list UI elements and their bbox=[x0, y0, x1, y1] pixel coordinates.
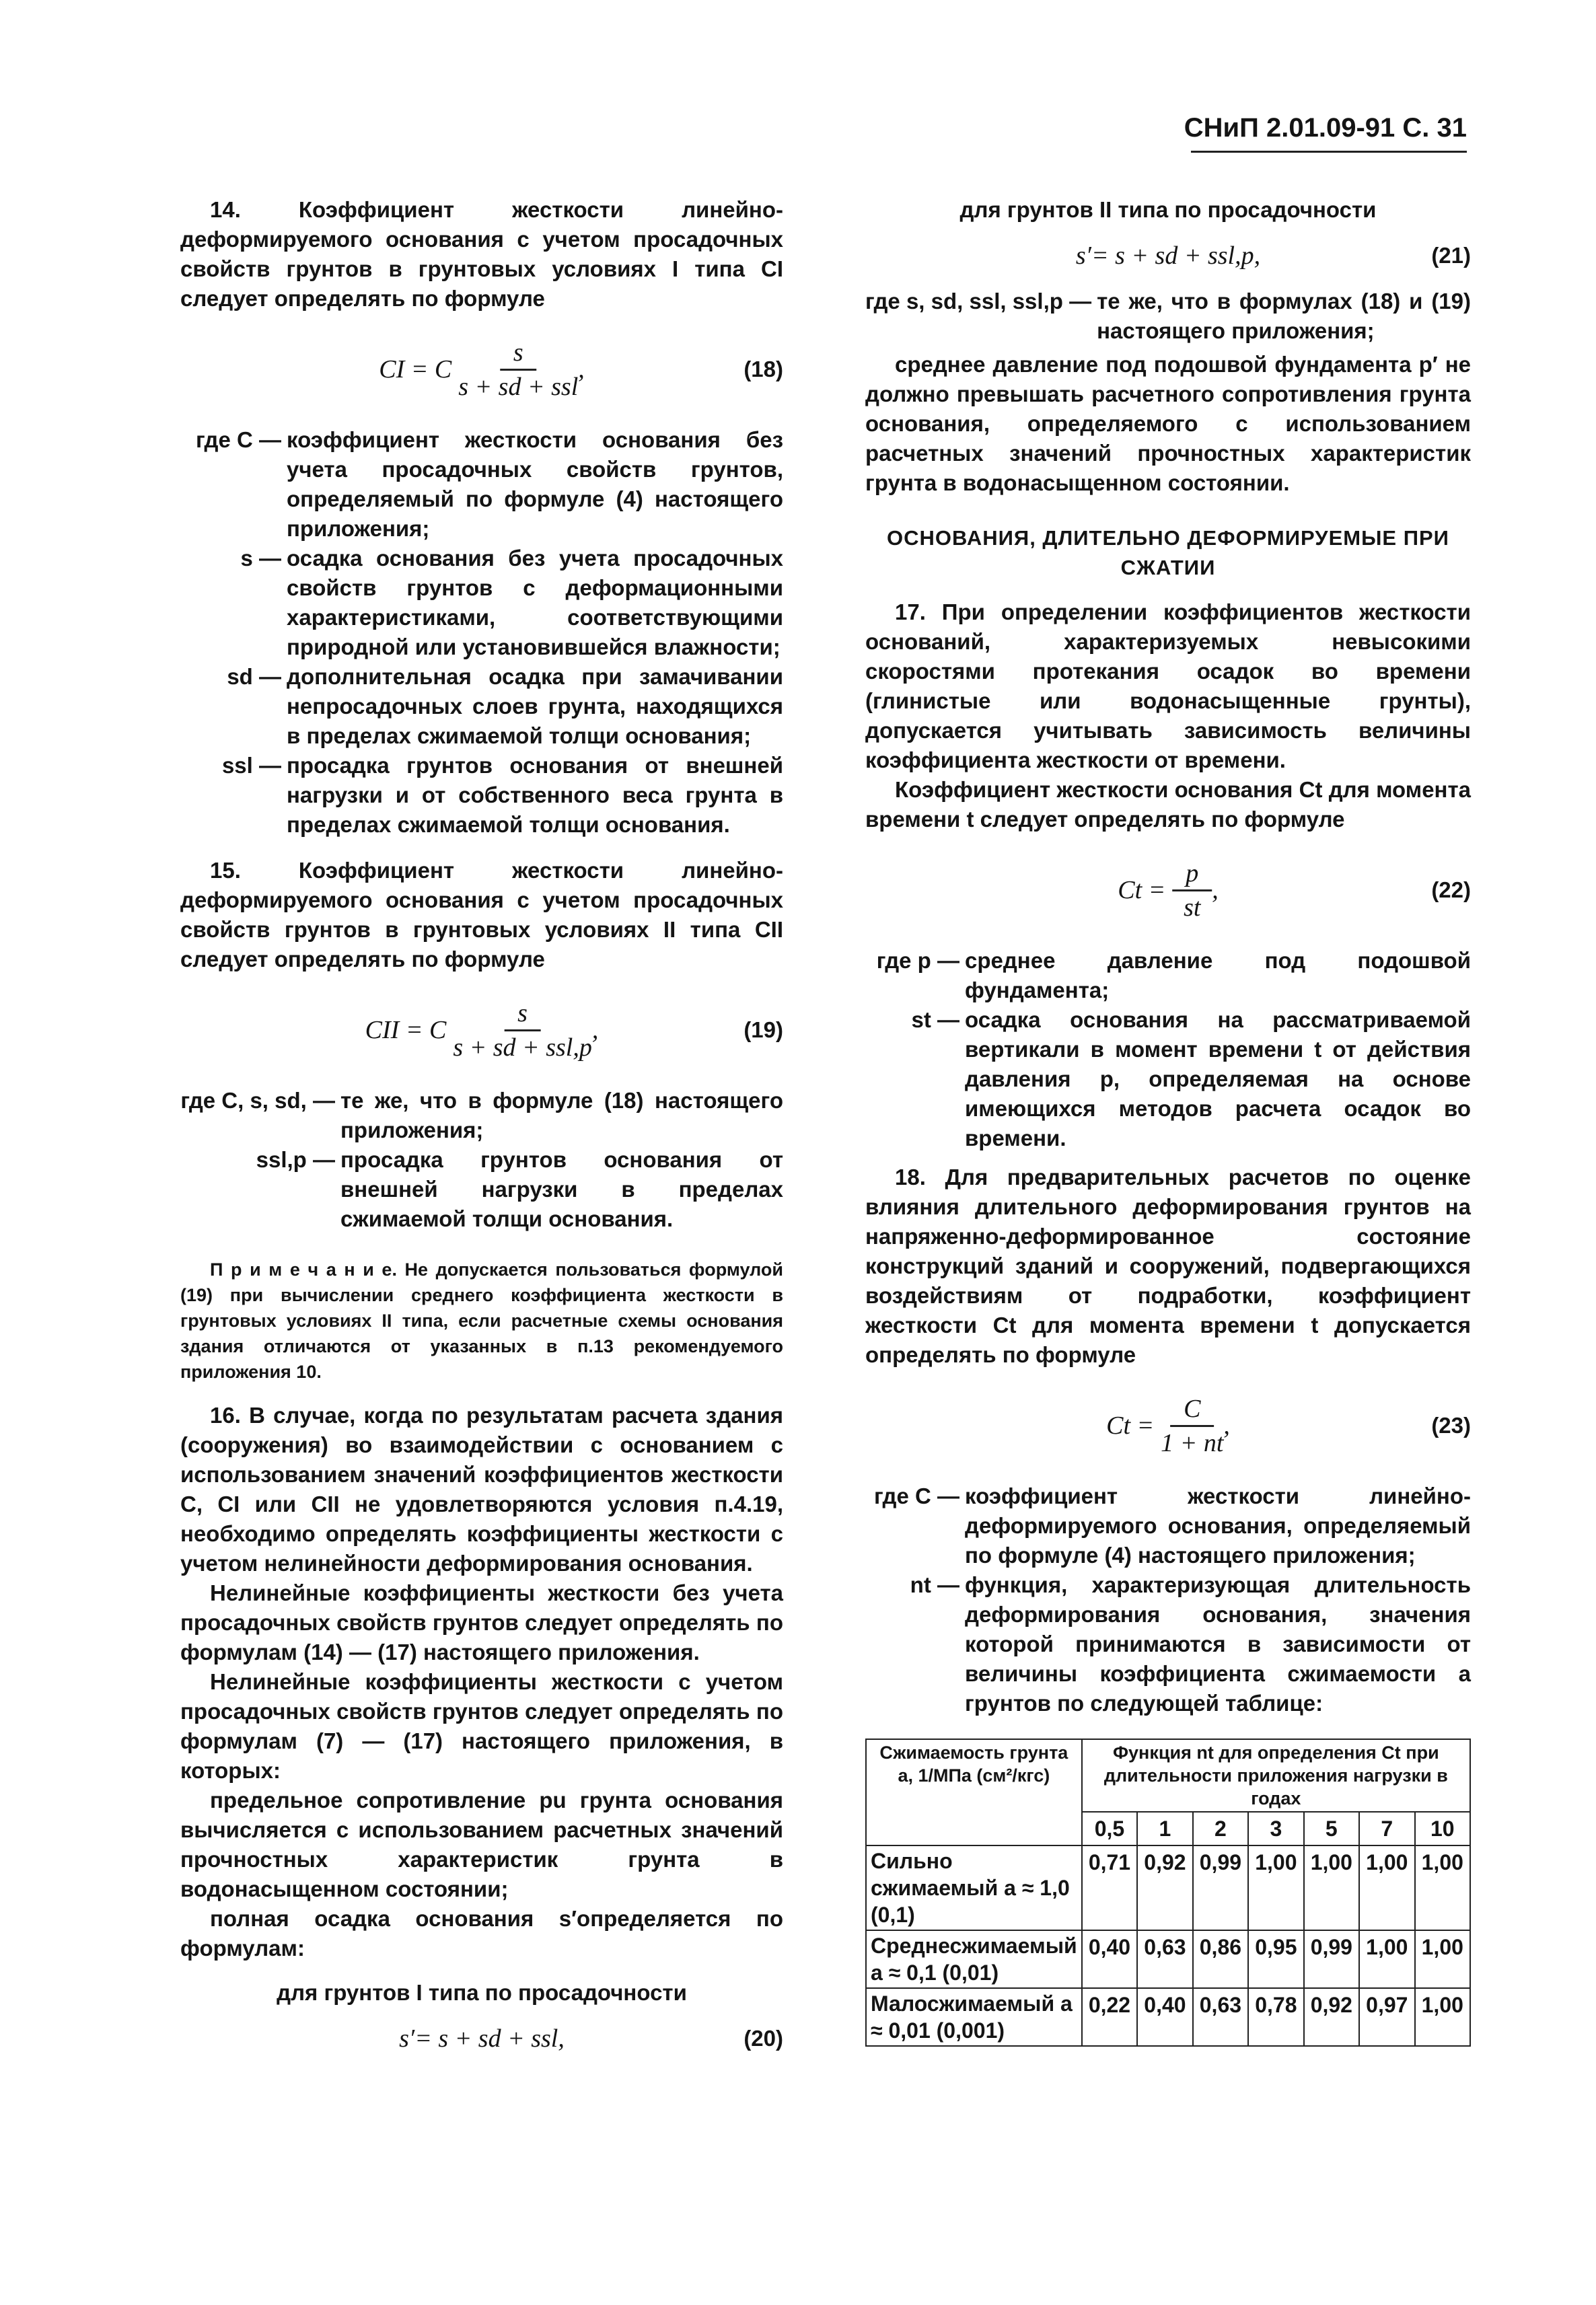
formula-18-tail: , bbox=[578, 355, 585, 383]
formula-22-tail: , bbox=[1212, 876, 1219, 904]
table-cell: 1,00 bbox=[1415, 1988, 1470, 2046]
table-cell: 1,00 bbox=[1248, 1845, 1303, 1930]
definition-item bbox=[865, 1481, 1471, 1570]
paragraph-14: 14. Коэффициент жесткости линейно-деформируемого основания с учетом просадочных свойств грунтов в грунтовых условиях I типа CI следует определять по формуле bbox=[180, 197, 783, 311]
formula-22-denominator: st bbox=[1184, 893, 1201, 922]
formula-19-denominator: s + sd + ssl,p bbox=[453, 1033, 592, 1062]
row-label: Малосжимаемый a ≈ 0,01 (0,001) bbox=[866, 1988, 1082, 2046]
definition-text: дополнительная осадка при замачивании непросадочных слоев грунта, находящихся в пределах сжимаемой толщи основания; bbox=[287, 664, 783, 748]
header-year: 10 bbox=[1415, 1812, 1470, 1845]
definition-symbol: где p — bbox=[876, 948, 959, 973]
formula-22-numerator: p bbox=[1172, 857, 1212, 891]
header-year: 1 bbox=[1137, 1812, 1192, 1845]
table-cell: 0,95 bbox=[1248, 1930, 1303, 1988]
table-cell: 1,00 bbox=[1359, 1930, 1414, 1988]
definition-item bbox=[180, 751, 783, 840]
definition-text: осадка основания на рассматриваемой вертикали в момент времени t от действия давления p, определяемая на основе имеющихся методов расчета осадок во времени. bbox=[965, 1007, 1471, 1150]
formula-18-number: (18) bbox=[743, 357, 783, 381]
formula-22-number: (22) bbox=[1431, 877, 1471, 902]
formula-23 bbox=[865, 1382, 1471, 1469]
definition-text: просадка грунтов основания от внешней нагрузки в пределах сжимаемой толщи основания. bbox=[340, 1147, 783, 1231]
table-cell: 1,00 bbox=[1415, 1930, 1470, 1988]
definition-text: просадка грунтов основания от внешней нагрузки и от собственного веса грунта в пределах сжимаемой толщи основания. bbox=[287, 753, 783, 837]
formula-21 bbox=[865, 237, 1471, 275]
formula-23-fraction bbox=[1161, 1393, 1223, 1459]
table-cell: 0,63 bbox=[1193, 1988, 1248, 2046]
table-cell: 0,22 bbox=[1082, 1988, 1137, 2046]
header-year: 7 bbox=[1359, 1812, 1414, 1845]
table-row bbox=[866, 1930, 1470, 1988]
formula-23-denominator: 1 + nt bbox=[1161, 1428, 1224, 1457]
table-cell: 0,71 bbox=[1082, 1845, 1137, 1930]
paragraph-16-e: полная осадка основания s′определяется по формулам: bbox=[180, 1906, 783, 1961]
page-header: СНиП 2.01.09-91 С. 31 bbox=[1184, 113, 1467, 143]
definition-symbol: где C — bbox=[196, 427, 281, 452]
paragraph-average-pressure: среднее давление под подошвой фундамента p′ не должно превышать расчетного сопротивления грунта основания, определяемого с использованием расчетных значений прочностных характеристик грунта в водонасыщенном состоянии. bbox=[865, 352, 1471, 495]
paragraph-16-b: Нелинейные коэффициенты жесткости без учета просадочных свойств грунтов следует определять по формулам (14) — (17) настоящего приложения. bbox=[180, 1580, 783, 1664]
left-column bbox=[180, 195, 783, 2070]
table-cell: 1,00 bbox=[1304, 1845, 1359, 1930]
right-column bbox=[865, 195, 1471, 2047]
definition-item bbox=[865, 946, 1471, 1005]
definitions-22 bbox=[865, 946, 1471, 1153]
definitions-18 bbox=[180, 425, 783, 840]
definition-item bbox=[180, 662, 783, 751]
table-header-row bbox=[866, 1739, 1470, 1812]
definition-item bbox=[180, 1145, 783, 1234]
formula-20-expression: s′= s + sd + ssl, bbox=[399, 2024, 565, 2053]
definition-item bbox=[865, 287, 1471, 346]
formula-19-lhs: CII = C bbox=[365, 1016, 447, 1044]
definition-symbol: где C, s, sd, — bbox=[180, 1088, 335, 1113]
table-cell: 0,40 bbox=[1082, 1930, 1137, 1988]
definition-item bbox=[180, 1086, 783, 1145]
formula-19 bbox=[180, 986, 783, 1074]
paragraph-15: 15. Коэффициент жесткости линейно-деформируемого основания с учетом просадочных свойств грунтов в грунтовых условиях II типа CII следует определять по формуле bbox=[180, 858, 783, 972]
definition-symbol: ssl — bbox=[221, 753, 281, 778]
definition-item bbox=[180, 544, 783, 662]
row-label: Среднесжимаемый a ≈ 0,1 (0,01) bbox=[866, 1930, 1082, 1988]
header-year: 0,5 bbox=[1082, 1812, 1137, 1845]
table-cell: 0,97 bbox=[1359, 1988, 1414, 2046]
paragraph-16-d: предельное сопротивление pu грунта основания вычисляется с использованием расчетных значений прочностных характеристик грунта в водонасыщенном состоянии; bbox=[180, 1788, 783, 1901]
formula-18-lhs: CI = C bbox=[379, 355, 452, 383]
formula-19-number: (19) bbox=[743, 1017, 783, 1042]
definition-text: коэффициент жесткости основания без учета просадочных свойств грунтов, определяемый по формуле (4) настоящего приложения; bbox=[287, 427, 783, 541]
paragraph-16-c: Нелинейные коэффициенты жесткости с учетом просадочных свойств грунтов следует определять по формулам (7) — (17) настоящего приложения, в которых: bbox=[180, 1669, 783, 1783]
header-compressibility: Сжимаемость грунта a, 1/МПа (см²/кгс) bbox=[866, 1739, 1082, 1845]
formula-18 bbox=[180, 326, 783, 413]
formula-23-tail: , bbox=[1223, 1412, 1230, 1440]
formula-22 bbox=[865, 846, 1471, 934]
formula-21-expression: s′= s + sd + ssl,p, bbox=[1075, 242, 1261, 270]
table-cell: 0,86 bbox=[1193, 1930, 1248, 1988]
paragraph-17: 17. При определении коэффициентов жесткости оснований, характеризуемых невысокими скоростями протекания осадок во времени (глинистые или водонасыщенные грунты), допускается учитывать зависимость величины коэффициента жесткости от времени. bbox=[865, 599, 1471, 772]
formula-22-lhs: Ct = bbox=[1118, 876, 1166, 904]
table-row bbox=[866, 1845, 1470, 1930]
paragraph-16: 16. В случае, когда по результатам расчета здания (сооружения) во взаимодействии с основанием с использованием значений коэффициентов жесткости C, CI или CII не удовлетворяются условия п.4.19, необходимо определять коэффициенты жесткости с учетом нелинейности деформирования основания. bbox=[180, 1403, 783, 1576]
formula-20-number: (20) bbox=[743, 2026, 783, 2051]
table-cell: 1,00 bbox=[1415, 1845, 1470, 1930]
formula-23-lhs: Ct = bbox=[1106, 1412, 1155, 1440]
soil-type-2-label: для грунтов II типа по просадочности bbox=[959, 197, 1377, 222]
formula-20 bbox=[180, 2020, 783, 2057]
formula-23-number: (23) bbox=[1431, 1413, 1471, 1438]
definition-symbol: s — bbox=[240, 546, 281, 571]
formula-22-fraction bbox=[1172, 857, 1212, 924]
definition-symbol: ssl,p — bbox=[256, 1147, 335, 1172]
definition-symbol: где C — bbox=[874, 1484, 959, 1508]
formula-19-tail: , bbox=[591, 1016, 599, 1044]
header-year: 3 bbox=[1248, 1812, 1303, 1845]
row-label: Сильно сжимаемый a ≈ 1,0 (0,1) bbox=[866, 1845, 1082, 1930]
formula-18-fraction bbox=[458, 336, 578, 403]
table-cell: 0,99 bbox=[1193, 1845, 1248, 1930]
definitions-21 bbox=[865, 287, 1471, 346]
definition-text: функция, характеризующая длительность деформирования основания, значения которой принимаются в зависимости от величины коэффициента сжимаемости a грунтов по следующей таблице: bbox=[965, 1572, 1471, 1716]
section-heading: ОСНОВАНИЯ, ДЛИТЕЛЬНО ДЕФОРМИРУЕМЫЕ ПРИ СЖАТИИ bbox=[887, 526, 1449, 579]
formula-19-fraction bbox=[453, 997, 592, 1064]
table-cell: 0,40 bbox=[1137, 1988, 1192, 2046]
definition-symbol: st — bbox=[911, 1007, 959, 1032]
definition-symbol: где s, sd, ssl, ssl,p — bbox=[865, 289, 1092, 314]
definition-item bbox=[865, 1570, 1471, 1718]
definitions-19 bbox=[180, 1086, 783, 1234]
definition-text: среднее давление под подошвой фундамента; bbox=[965, 948, 1471, 1002]
formula-23-numerator: C bbox=[1170, 1393, 1214, 1427]
table-cell: 1,00 bbox=[1359, 1845, 1414, 1930]
formula-19-numerator: s bbox=[504, 997, 541, 1031]
header-function: Функция nt для определения Ct при длительности приложения нагрузки в годах bbox=[1082, 1739, 1470, 1812]
header-rule bbox=[1191, 151, 1467, 153]
paragraph-17-b: Коэффициент жесткости основания Ct для момента времени t следует определять по формуле bbox=[865, 777, 1471, 832]
definition-item bbox=[865, 1005, 1471, 1153]
definitions-23 bbox=[865, 1481, 1471, 1718]
header-year: 5 bbox=[1304, 1812, 1359, 1845]
formula-18-denominator: s + sd + ssl bbox=[458, 372, 579, 401]
table-cell: 0,92 bbox=[1137, 1845, 1192, 1930]
soil-type-1-label: для грунтов I типа по просадочности bbox=[277, 1980, 687, 2005]
table-cell: 0,92 bbox=[1304, 1988, 1359, 2046]
definition-text: те же, что в формулах (18) и (19) настоящего приложения; bbox=[1097, 289, 1471, 343]
table-cell: 0,99 bbox=[1304, 1930, 1359, 1988]
definition-text: коэффициент жесткости линейно-деформируемого основания, определяемый по формуле (4) настоящего приложения; bbox=[965, 1484, 1471, 1568]
definition-text: те же, что в формуле (18) настоящего приложения; bbox=[340, 1088, 783, 1142]
table-cell: 0,78 bbox=[1248, 1988, 1303, 2046]
table-cell: 0,63 bbox=[1137, 1930, 1192, 1988]
definition-text: осадка основания без учета просадочных свойств грунтов с деформационными характеристиками, соответствующими природной или установившейся влажности; bbox=[287, 546, 783, 659]
formula-21-number: (21) bbox=[1431, 243, 1471, 268]
compressibility-table bbox=[865, 1739, 1471, 2047]
definition-item bbox=[180, 425, 783, 544]
table-row bbox=[866, 1988, 1470, 2046]
definition-symbol: sd — bbox=[227, 664, 281, 689]
definition-symbol: nt — bbox=[910, 1572, 959, 1597]
formula-18-numerator: s bbox=[500, 336, 537, 371]
header-year: 2 bbox=[1193, 1812, 1248, 1845]
paragraph-18: 18. Для предварительных расчетов по оценке влияния длительного деформирования грунтов на напряженно-деформированное состояние конструкций зданий и сооружений, подвергающихся воздействиям от подработки, коэффициент жесткости Ct для момента времени t допускается определять по формуле bbox=[865, 1165, 1471, 1367]
note: П р и м е ч а н и е. Не допускается пользоваться формулой (19) при вычислении среднего коэффициента жесткости в грунтовых условиях II типа, если расчетные схемы основания здания отличаются от указанных в п.13 рекомендуемого приложения 10. bbox=[180, 1259, 783, 1382]
